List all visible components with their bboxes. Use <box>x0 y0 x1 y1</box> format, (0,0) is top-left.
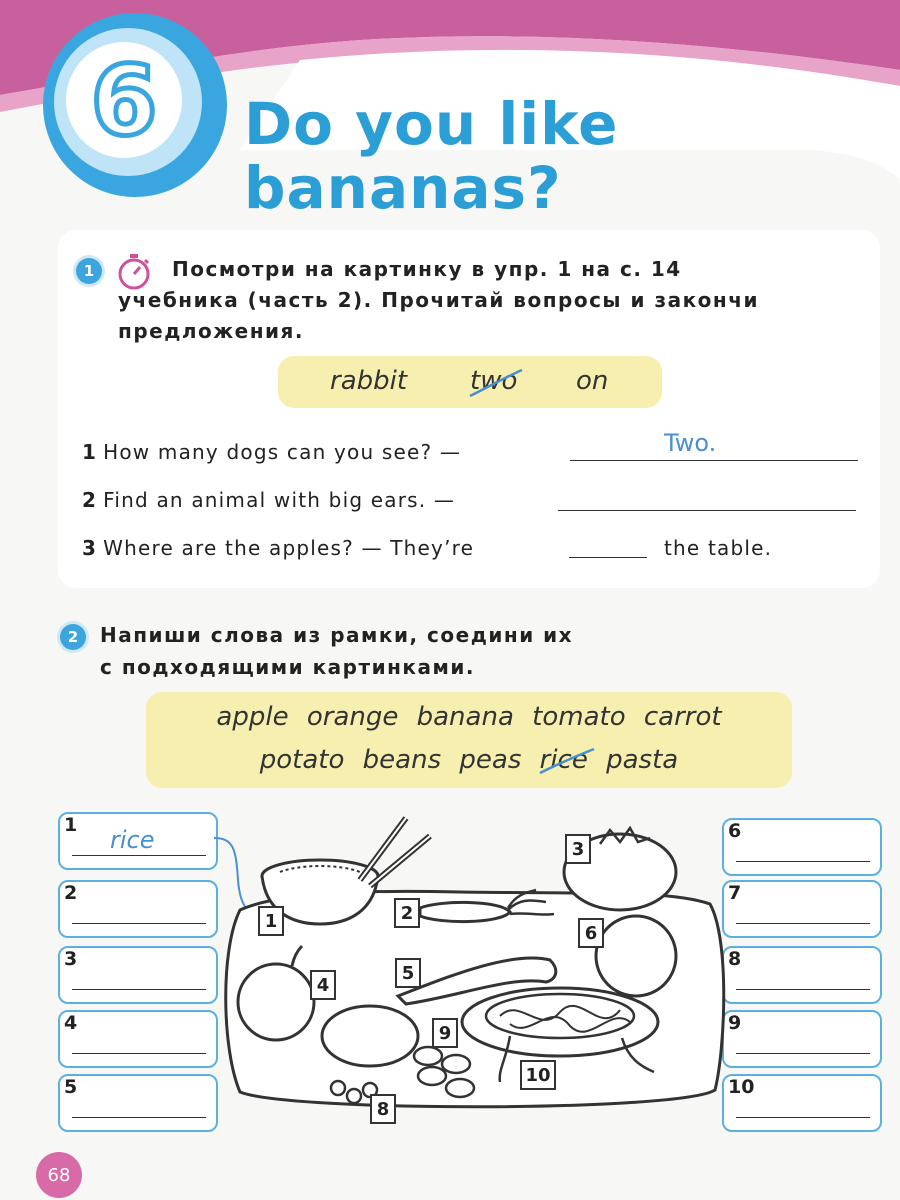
answer-1-line[interactable] <box>570 460 858 461</box>
food-table-illustration <box>210 800 730 1130</box>
box-number: 2 <box>64 882 78 904</box>
picture-tag-9: 9 <box>432 1018 458 1048</box>
picture-tag-8: 8 <box>370 1094 396 1124</box>
box-number: 9 <box>728 1012 742 1034</box>
picture-tag-10: 10 <box>520 1060 556 1090</box>
box-number: 7 <box>728 882 742 904</box>
exercise2-number: 2 <box>60 624 86 650</box>
word-on: on <box>576 366 609 396</box>
word-pasta: pasta <box>606 745 679 775</box>
left-box-5[interactable] <box>58 1074 218 1132</box>
question-1-text: How many dogs can you see? — <box>103 440 462 464</box>
picture-tag-1: 1 <box>258 906 284 936</box>
word-rabbit: rabbit <box>330 366 408 396</box>
question-2-number: 2 <box>82 488 98 512</box>
word-peas: peas <box>459 745 522 775</box>
question-3 <box>82 536 474 560</box>
picture-tag-5: 5 <box>395 958 421 988</box>
word-rice: rice <box>540 745 588 775</box>
question-3-after: the table. <box>664 536 773 560</box>
answer-2-line[interactable] <box>558 510 856 511</box>
exercise1-instruction-line3: предложения. <box>118 319 304 343</box>
question-2 <box>82 488 455 512</box>
box-number: 3 <box>64 948 78 970</box>
box-number: 10 <box>728 1076 755 1098</box>
word-two: two <box>470 366 518 396</box>
word-row-2 <box>146 745 792 775</box>
box-number: 1 <box>64 814 78 836</box>
exercise1-number: 1 <box>76 258 102 284</box>
right-box-6[interactable] <box>722 818 882 876</box>
exercise2-instruction-line1: Напиши слова из рамки, соедини их <box>100 623 574 647</box>
word-beans: beans <box>362 745 442 775</box>
strikethrough-mark <box>538 747 598 777</box>
unit-title-line1: Do you like <box>244 90 619 158</box>
exercise1-instruction-line1: Посмотри на картинку в упр. 1 на с. 14 <box>172 257 682 281</box>
question-3-number: 3 <box>82 536 98 560</box>
answer-1-text: Two. <box>664 429 717 457</box>
box-number: 4 <box>64 1012 78 1034</box>
word-row-1: apple orange banana tomato carrot <box>216 702 722 732</box>
question-2-text: Find an animal with big ears. — <box>103 488 456 512</box>
left-box-4[interactable] <box>58 1010 218 1068</box>
page-number: 68 <box>36 1152 82 1198</box>
picture-tag-2: 2 <box>394 898 420 928</box>
right-box-9[interactable] <box>722 1010 882 1068</box>
question-3-text: Where are the apples? — They’re <box>103 536 475 560</box>
right-box-8[interactable] <box>722 946 882 1004</box>
exercise2-word-box <box>146 692 792 788</box>
left-box-1[interactable] <box>58 812 218 870</box>
answer-3-line[interactable] <box>569 557 647 558</box>
exercise1-word-box <box>278 356 662 408</box>
exercise1-instruction-line2: учебника (часть 2). Прочитай вопросы и закончи <box>118 288 759 312</box>
box-answer: rice <box>110 826 155 854</box>
right-box-10[interactable] <box>722 1074 882 1132</box>
unit-number-badge <box>40 10 230 200</box>
unit-number: 6 <box>90 45 158 157</box>
box-number: 6 <box>728 820 742 842</box>
picture-tag-3: 3 <box>565 834 591 864</box>
word-potato: potato <box>259 745 345 775</box>
box-number: 5 <box>64 1076 78 1098</box>
unit-title <box>244 92 618 220</box>
left-box-2[interactable] <box>58 880 218 938</box>
question-1-number: 1 <box>82 440 98 464</box>
picture-tag-4: 4 <box>310 970 336 1000</box>
unit-title-line2: bananas? <box>244 154 562 222</box>
question-1 <box>82 440 461 464</box>
picture-tag-6: 6 <box>578 918 604 948</box>
exercise2-instruction-line2: с подходящими картинками. <box>100 655 475 679</box>
strikethrough-mark <box>466 366 526 400</box>
right-box-7[interactable] <box>722 880 882 938</box>
left-box-3[interactable] <box>58 946 218 1004</box>
box-number: 8 <box>728 948 742 970</box>
